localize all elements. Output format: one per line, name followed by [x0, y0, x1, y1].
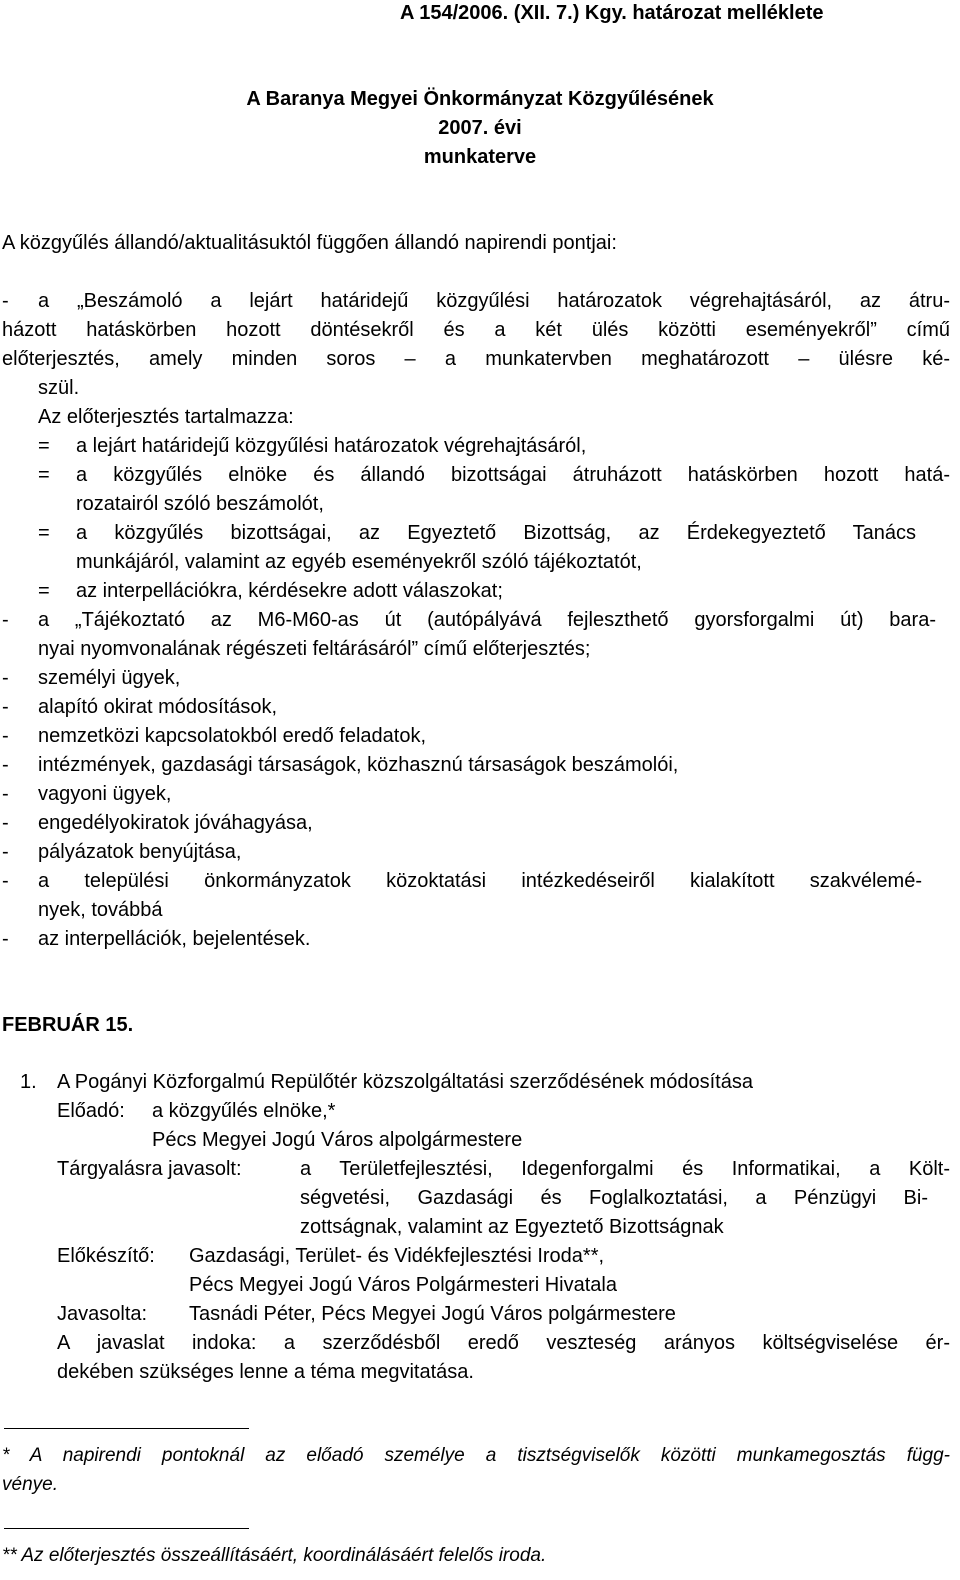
- item1-line2: házott hatáskörben hozott döntésekről és a két ülés közötti eseményekről” című: [2, 319, 950, 341]
- item4: alapító okirat módosítások,: [38, 696, 278, 718]
- presenter-label: Előadó:: [57, 1100, 125, 1122]
- item6: intézmények, gazdasági társaságok, közhasznú társaságok beszámolói,: [38, 754, 679, 776]
- proposer-label: Javasolta:: [57, 1303, 148, 1325]
- list-dash: -: [2, 870, 9, 892]
- item3: személyi ügyek,: [38, 667, 181, 689]
- item8: engedélyokiratok jóváhagyása,: [38, 812, 313, 834]
- item10-line1: a települési önkormányzatok közoktatási intézkedéseiről kialakított szakvélemé-: [38, 870, 922, 892]
- contents-heading: Az előterjesztés tartalmazza:: [38, 406, 294, 428]
- item11: az interpellációk, bejelentések.: [38, 928, 311, 950]
- presenter-line-2: Pécs Megyei Jogú Város alpolgármestere: [152, 1129, 523, 1151]
- topic-number: 1.: [20, 1071, 37, 1093]
- footnote-1-line-2: vénye.: [2, 1474, 58, 1495]
- contents-item-4: az interpellációkra, kérdésekre adott válaszokat;: [76, 580, 503, 602]
- reason-line-1: A javaslat indoka: a szerződésből eredő veszteség arányos költségviselése ér-: [57, 1332, 950, 1354]
- equals-marker: =: [38, 435, 50, 457]
- item7: vagyoni ügyek,: [38, 783, 172, 805]
- contents-item-2a: a közgyűlés elnöke és állandó bizottságai átruházott hatáskörben hozott hatá-: [76, 464, 950, 486]
- list-dash: -: [2, 783, 9, 805]
- footnote-separator: [4, 1428, 249, 1429]
- title-line-3: munkaterve: [423, 146, 537, 168]
- contents-item-2b: rozatairól szóló beszámolót,: [76, 493, 324, 515]
- item2-line2: nyai nyomvonalának régészeti feltárásáról” című előterjesztés;: [38, 638, 591, 660]
- contents-item-3a: a közgyűlés bizottságai, az Egyeztető Bizottság, az Érdekegyeztető Tanács: [76, 522, 916, 544]
- footnote-separator: [4, 1528, 249, 1529]
- preparer-line-1: Gazdasági, Terület- és Vidékfejlesztési Iroda**,: [189, 1245, 605, 1267]
- reason-line-2: dekében szükséges lenne a téma megvitatása.: [57, 1361, 474, 1383]
- presenter-line-1: a közgyűlés elnöke,*: [152, 1100, 336, 1122]
- footnote-2: ** Az előterjesztés összeállításáért, koordinálásáért felelős iroda.: [2, 1545, 547, 1566]
- item1-line4: szül.: [38, 377, 80, 399]
- list-dash: -: [2, 696, 9, 718]
- item1-line3: előterjesztés, amely minden soros – a munkatervben meghatározott – ülésre ké-: [2, 348, 950, 370]
- list-dash: -: [2, 609, 9, 631]
- title-line-1: A Baranya Megyei Önkormányzat Közgyűlésének: [246, 88, 714, 110]
- resolution-reference: A 154/2006. (XII. 7.) Kgy. határozat melléklete: [400, 2, 824, 24]
- item2-line1: a „Tájékoztató az M6-M60-as út (autópályává fejleszthető gyorsforgalmi út) bara-: [38, 609, 936, 631]
- discussion-label: Tárgyalásra javasolt:: [57, 1158, 242, 1180]
- footnote-1-line-1: * A napirendi pontoknál az előadó személye a tisztségviselők közötti munkamegosztás függ-: [2, 1445, 950, 1466]
- section-date-heading: FEBRUÁR 15.: [2, 1014, 134, 1036]
- preparer-line-2: Pécs Megyei Jogú Város Polgármesteri Hivatala: [189, 1274, 617, 1296]
- list-dash: -: [2, 290, 9, 312]
- list-dash: -: [2, 841, 9, 863]
- item5: nemzetközi kapcsolatokból eredő feladatok,: [38, 725, 427, 747]
- proposer-name: Tasnádi Péter, Pécs Megyei Jogú Város polgármestere: [189, 1303, 676, 1325]
- item10-line2: nyek, továbbá: [38, 899, 163, 921]
- preparer-label: Előkészítő:: [57, 1245, 155, 1267]
- discussion-line-2: ségvetési, Gazdasági és Foglalkoztatási, a Pénzügyi Bi-: [300, 1187, 928, 1209]
- topic-title: A Pogányi Közforgalmú Repülőtér közszolgáltatási szerződésének módosítása: [57, 1071, 753, 1093]
- item1-line1: a „Beszámoló a lejárt határidejű közgyűlési határozatok végrehajtásáról, az átru-: [38, 290, 950, 312]
- equals-marker: =: [38, 464, 50, 486]
- item9: pályázatok benyújtása,: [38, 841, 242, 863]
- list-dash: -: [2, 754, 9, 776]
- list-dash: -: [2, 928, 9, 950]
- contents-item-1: a lejárt határidejű közgyűlési határozatok végrehajtásáról,: [76, 435, 587, 457]
- equals-marker: =: [38, 580, 50, 602]
- discussion-line-1: a Területfejlesztési, Idegenforgalmi és Informatikai, a Költ-: [300, 1158, 950, 1180]
- contents-item-3b: munkájáról, valamint az egyéb eseményekről szóló tájékoztatót,: [76, 551, 642, 573]
- equals-marker: =: [38, 522, 50, 544]
- list-dash: -: [2, 812, 9, 834]
- title-line-2: 2007. évi: [438, 117, 522, 139]
- list-dash: -: [2, 667, 9, 689]
- list-dash: -: [2, 725, 9, 747]
- agenda-intro-heading: A közgyűlés állandó/aktualitásuktól függően állandó napirendi pontjai:: [2, 232, 617, 254]
- discussion-line-3: zottságnak, valamint az Egyeztető Bizottságnak: [300, 1216, 724, 1238]
